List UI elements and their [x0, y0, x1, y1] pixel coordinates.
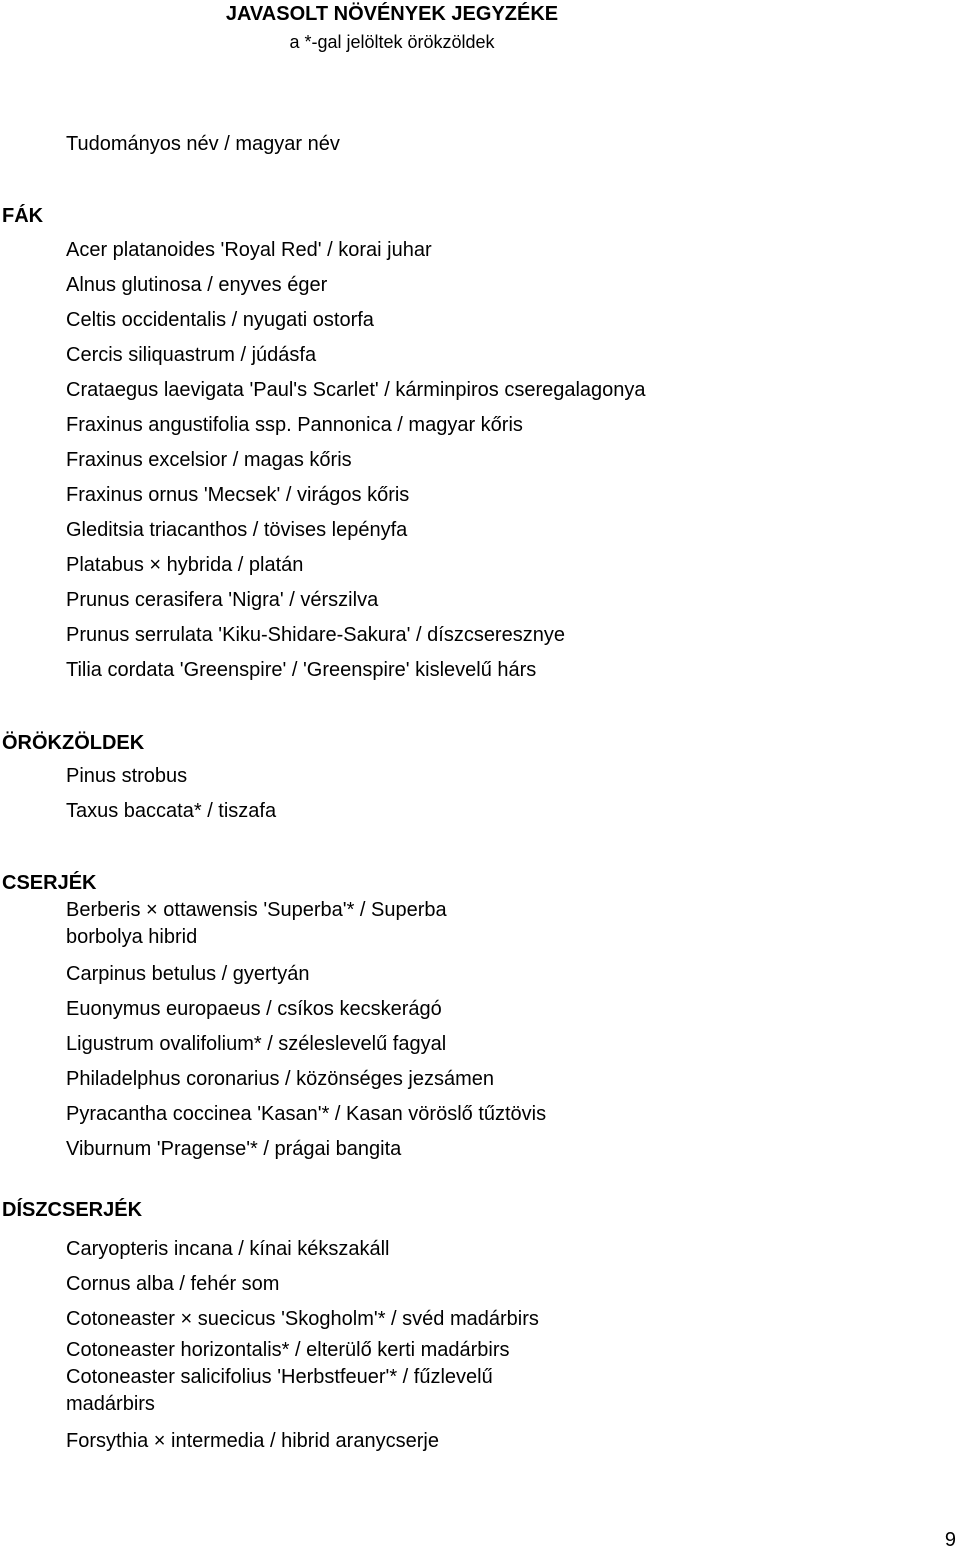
list-item: Cercis siliquastrum / júdásfa [66, 344, 317, 366]
list-item: Forsythia × intermedia / hibrid aranycserje [66, 1430, 439, 1452]
list-item: Prunus serrulata 'Kiku-Shidare-Sakura' / díszcseresznye [66, 624, 565, 646]
document-subtitle: a *-gal jelöltek örökzöldek [289, 32, 495, 52]
list-item: Euonymus europaeus / csíkos kecskerágó [66, 998, 442, 1020]
list-item: Caryopteris incana / kínai kékszakáll [66, 1238, 390, 1260]
list-item: Philadelphus coronarius / közönséges jezsámen [66, 1068, 495, 1090]
list-item: Fraxinus angustifolia ssp. Pannonica / magyar kőris [66, 414, 523, 436]
list-item: Cotoneaster horizontalis* / elterülő kerti madárbirs [66, 1339, 510, 1361]
list-item: Pinus strobus [66, 765, 188, 787]
list-item: Carpinus betulus / gyertyán [66, 963, 310, 985]
list-item: Acer platanoides 'Royal Red' / korai juhar [66, 239, 432, 261]
list-item: Cotoneaster × suecicus 'Skogholm'* / svéd madárbirs [66, 1308, 539, 1330]
list-item: Crataegus laevigata 'Paul's Scarlet' / kárminpiros cseregalagonya [66, 379, 646, 401]
shrubs-list [66, 897, 546, 1167]
list-item: Cornus alba / fehér som [66, 1273, 280, 1295]
list-item: Celtis occidentalis / nyugati ostorfa [66, 309, 374, 331]
ornamental-shrubs-list [66, 1232, 539, 1459]
list-item: Prunus cerasifera 'Nigra' / vérszilva [66, 589, 379, 611]
list-item: Berberis × ottawensis 'Superba'* / Superba borbolya hibrid [66, 899, 447, 948]
list-item: Fraxinus ornus 'Mecsek' / virágos kőris [66, 484, 410, 506]
column-heading: Tudományos név / magyar név [66, 133, 340, 155]
section-title-evergreens: ÖRÖKZÖLDEK [2, 732, 145, 754]
document-title: JAVASOLT NÖVÉNYEK JEGYZÉKE [225, 3, 559, 25]
list-item: Gleditsia triacanthos / tövises lepényfa [66, 519, 408, 541]
list-item: Platabus × hybrida / platán [66, 554, 304, 576]
page-number: 9 [944, 1529, 956, 1551]
list-item: Pyracantha coccinea 'Kasan'* / Kasan vöröslő tűztövis [66, 1103, 547, 1125]
list-item: Fraxinus excelsior / magas kőris [66, 449, 352, 471]
section-title-trees: FÁK [2, 205, 44, 227]
list-item: Taxus baccata* / tiszafa [66, 800, 277, 822]
section-title-shrubs: CSERJÉK [2, 872, 97, 894]
list-item: Cotoneaster salicifolius 'Herbstfeuer'* / fűzlevelű madárbirs [66, 1366, 493, 1415]
evergreens-list [66, 759, 276, 829]
trees-list [66, 233, 646, 688]
list-item: Viburnum 'Pragense'* / prágai bangita [66, 1138, 402, 1160]
list-item: Alnus glutinosa / enyves éger [66, 274, 328, 296]
list-item: Tilia cordata 'Greenspire' / 'Greenspire' kislevelű hárs [66, 659, 537, 681]
section-title-ornamental-shrubs: DÍSZCSERJÉK [2, 1199, 143, 1221]
list-item: Ligustrum ovalifolium* / széleslevelű fagyal [66, 1033, 447, 1055]
